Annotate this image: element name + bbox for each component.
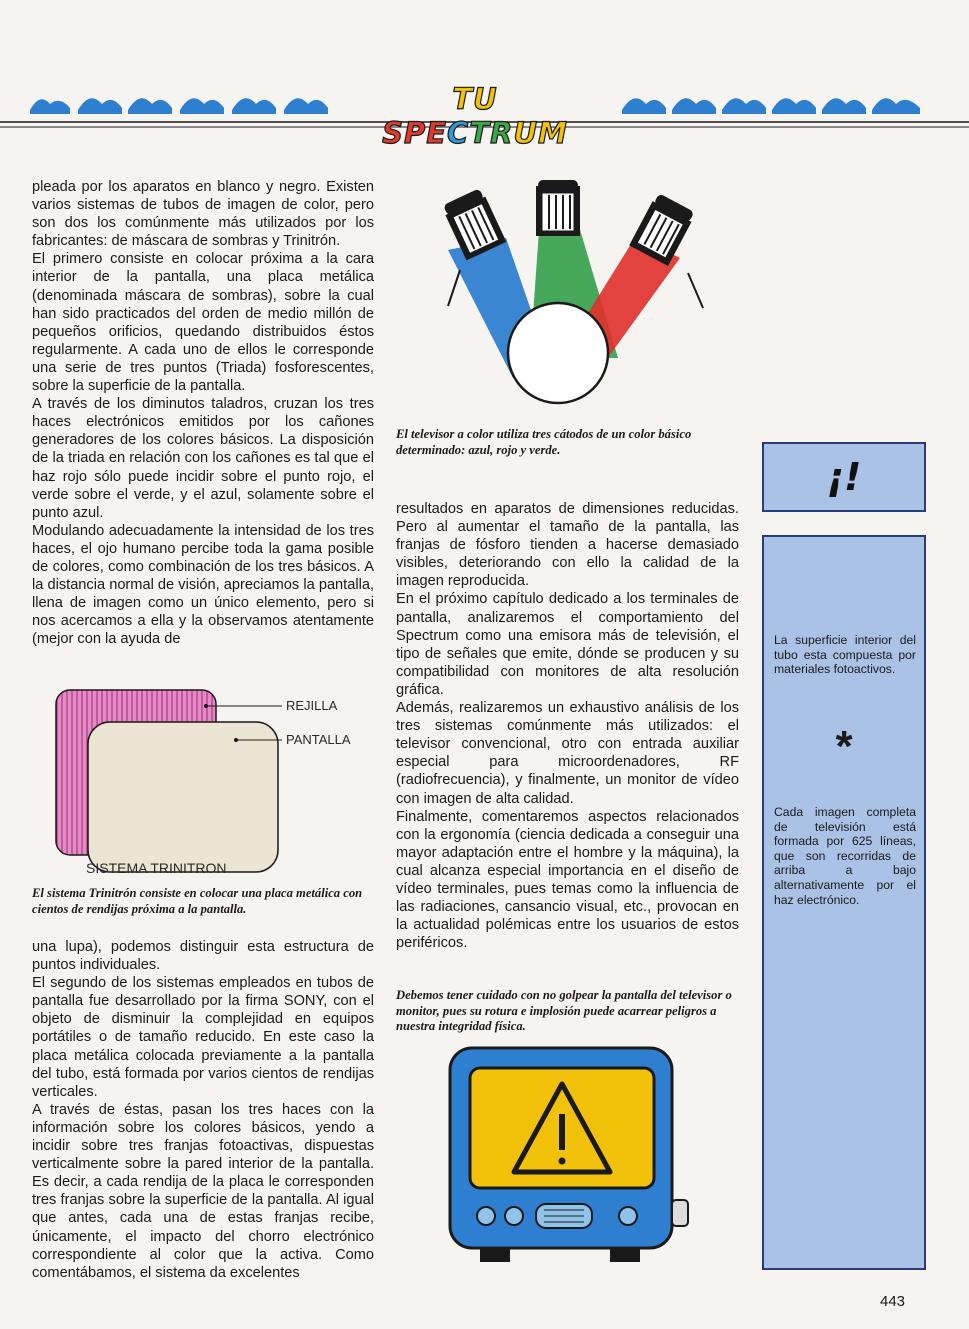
paragraph: Modulando adecuadamente la intensidad de los tres haces, el ojo humano percibe toda la gama posible de colores, como combinación de los tres básicos. A la distancia normal de visión, apreciamos la pantalla, llena de imagen como un único elemento, pero si nos acercamos a ella y la observamos atentamente (mejor con la ayuda de bbox=[32, 522, 374, 648]
rgb-guns-figure bbox=[418, 178, 728, 418]
figure-title: SISTEMA TRINITRON bbox=[86, 860, 227, 876]
paragraph: una lupa), podemos distinguir esta estructura de puntos individuales. bbox=[32, 939, 374, 974]
paragraph: resultados en aparatos de dimensiones reducidas. Pero al aumentar el tamaño de la pantalla, las franjas de fósforo tienden a hacerse demasiado visibles, deteriorando con ello la calidad de la imagen reproducida. bbox=[396, 501, 739, 590]
trinitron-figure bbox=[46, 680, 376, 880]
invader-band-right-icon bbox=[622, 98, 920, 114]
column1-bottom-text bbox=[32, 938, 374, 1282]
sidebar-exclaim-box bbox=[762, 442, 926, 512]
sidebar-note-1: La superficie interior del tubo esta compuesta por materiales fotoactivos. bbox=[774, 633, 916, 677]
trinitron-caption: El sistema Trinitrón consiste en colocar una placa metálica con cientos de rendijas próxima a la pantalla. bbox=[32, 886, 363, 916]
page-header bbox=[0, 78, 969, 150]
section-brand-title: TU SPECTRUM bbox=[382, 82, 568, 150]
paragraph: A través de los diminutos taladros, cruzan los tres haces electrónicos emitidos por los cañones generadores de los colores básicos. La disposición de la triada en relación con los cañones es tal que el haz rojo sólo puede incidir sobre el punto rojo, el verde sobre el verde, y el azul, solamente sobre el punto azul. bbox=[32, 396, 374, 521]
asterisk-icon: * bbox=[835, 722, 853, 771]
sidebar-note-2: Cada imagen completa de televisión está formada por 625 líneas, que son recorridas de arriba a bajo alternativamente por el haz electrónico. bbox=[774, 805, 916, 907]
exclaim-mark: ¡! bbox=[826, 455, 862, 499]
paragraph: A través de éstas, pasan los tres haces con la información sobre los colores básicos, yendo a incidir sobre tres franjas fotoactivas, dispuestas verticalmente sobre la pared interior de la pantalla. Es decir, a cada rendija de la placa le corresponden tres franjas sobre la superficie de la pantalla. Al igual que antes, cada una de estas franjas recibe, únicamente, el impacto del chorro electrónico correspondiente al color que la activa. Como comentábamos, el sistema da excelentes bbox=[32, 1101, 374, 1281]
color-guns-diagram-icon bbox=[418, 178, 728, 418]
column1-top-text bbox=[32, 178, 374, 648]
label-screen: PANTALLA bbox=[286, 732, 351, 747]
warning-caption: Debemos tener cuidado con no golpear la pantalla del televisor o monitor, pues su rotura e implosión puede acarrear peligros a nuestra integridad física. bbox=[396, 988, 732, 1033]
paragraph: pleada por los aparatos en blanco y negro. Existen varios sistemas de tubos de imagen de color, pero son dos los comúnmente más utilizados por los fabricantes: de máscara de sombras y Trinitrón. bbox=[32, 179, 374, 250]
rgb-caption: El televisor a color utiliza tres cátodos de un color básico determinado: azul, rojo y verde. bbox=[396, 427, 692, 457]
paragraph: En el próximo capítulo dedicado a los terminales de pantalla, analizaremos el comportamiento del Spectrum como una emisora más de televisión, el tipo de señales que emite, dónde se producen y su compatibilidad con monitores de alta resolución gráfica. bbox=[396, 591, 739, 698]
warning-tv-icon bbox=[440, 1040, 710, 1280]
column2-text bbox=[396, 500, 739, 952]
invader-band-left-icon bbox=[30, 98, 328, 114]
paragraph: El primero consiste en colocar próxima a la cara interior de la pantalla, una placa metálica (denominada máscara de sombras), sobre la cual han sido practicados del orden de medio millón de pequeños orificios, quedando distribuidos éstos regularmente. A cada uno de ellos le corresponde una serie de tres puntos (Triada) fosforescentes, sobre la superficie de la pantalla. bbox=[32, 251, 374, 395]
page-number: 443 bbox=[880, 1293, 906, 1310]
sidebar-notes-box bbox=[762, 535, 926, 1270]
paragraph: Además, realizaremos un exhaustivo análisis de los tres sistemas comúnmente más utilizados: el televisor convencional, otro con entrada auxiliar especial para microordenadores, RF (radiofrecuencia), y finalmente, un monitor de vídeo con imagen de alta calidad. bbox=[396, 700, 739, 807]
paragraph: El segundo de los sistemas empleados en tubos de pantalla fue desarrollado por la firma SONY, con el objeto de disminuir la complejidad en equipos portátiles o de tamaño reducido. En este caso la placa metálica colocada previamente a la pantalla del tubo, está formada por varios cientos de rendijas verticales. bbox=[32, 975, 374, 1100]
label-grille: REJILLA bbox=[286, 698, 338, 713]
warning-tv-figure bbox=[440, 1040, 710, 1280]
paragraph: Finalmente, comentaremos aspectos relacionados con la ergonomía (ciencia dedicada a conseguir una mayor adaptación entre el hombre y la máquina), la cual alcanza especial importancia en el diseño de vídeo terminales, pues temas como la influencia de las radiaciones, cansancio visual, etc., provocan en la actualidad polémicas entre los usuarios de estos periféricos. bbox=[396, 808, 739, 952]
